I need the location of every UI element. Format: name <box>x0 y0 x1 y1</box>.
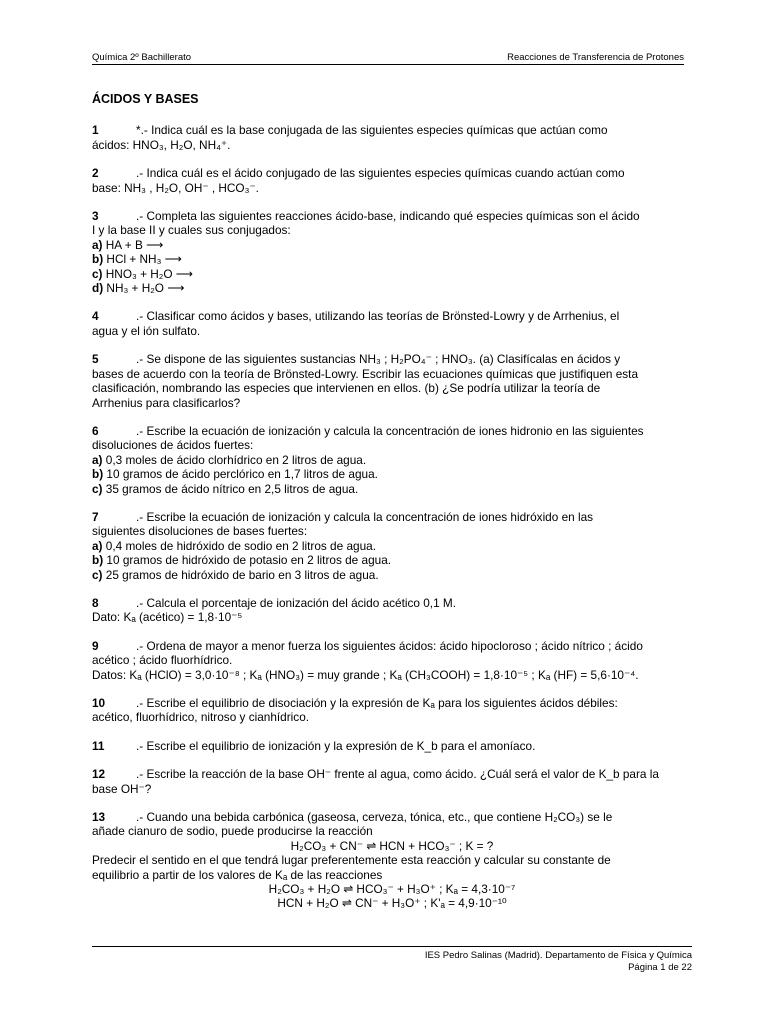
exercise-text: .- Escribe el equilibrio de ionización y la expresión de K_b para el amoníaco. <box>136 738 536 753</box>
exercise-number: 2 <box>92 166 99 181</box>
ex13-reaction: H₂CO₃ + CN⁻ ⇌ HCN + HCO₃⁻ ; K = ? <box>290 838 494 853</box>
exercise-number: 12 <box>92 767 106 782</box>
exercise-6 <box>92 424 692 496</box>
exercise-option <box>92 568 692 582</box>
exercise-text: .- Indica cuál es el ácido conjugado de las siguientes especies químicas cuando actúan como <box>136 166 625 181</box>
exercise-option <box>92 238 692 252</box>
exercise-list <box>92 123 692 838</box>
header-left: Química 2º Bachillerato <box>92 52 192 63</box>
exercise-line <box>92 696 692 710</box>
exercise-9 <box>92 639 692 682</box>
header-right: Reacciones de Transferencia de Protones <box>507 52 684 63</box>
exercise-line <box>92 209 692 223</box>
exercise-line: agua y el ión sulfato. <box>92 323 201 338</box>
exercise-5 <box>92 352 692 410</box>
exercise-4 <box>92 309 692 338</box>
exercise-line <box>92 352 692 366</box>
exercise-line: clasificación, nombrando las especies que intervienen en ellos. (b) ¿Se podría utilizar la teoría de <box>92 381 601 396</box>
exercise-line <box>92 309 692 323</box>
exercise-text: .- Cuando una bebida carbónica (gaseosa, cerveza, tónica, etc., que contiene H₂CO₃) se le <box>136 810 613 825</box>
exercise-line: acético, fluorhídrico, nitroso y cianhídrico. <box>92 710 310 725</box>
page-footer <box>425 950 692 974</box>
exercise-line <box>92 639 692 653</box>
exercise-line: bases de acuerdo con la teoría de Brönsted-Lowry. Escribir las ecuaciones químicas que justifiquen esta <box>92 366 639 381</box>
exercise-line: siguientes disoluciones de bases fuertes: <box>92 524 308 539</box>
exercise-number: 7 <box>92 509 99 524</box>
footer-line-1: IES Pedro Salinas (Madrid). Departamento de Física y Química <box>424 950 692 961</box>
option-key: a) <box>92 237 103 252</box>
exercise-line: disoluciones de ácidos fuertes: <box>92 438 254 453</box>
exercise-line <box>92 424 692 438</box>
exercise-number: 5 <box>92 352 99 367</box>
exercise-number: 1 <box>92 123 99 138</box>
exercise-text: .- Calcula el porcentaje de ionización del ácido acético 0,1 M. <box>136 595 457 610</box>
exercise-line <box>92 739 692 753</box>
exercise-13 <box>92 810 692 839</box>
exercise-line <box>92 596 692 610</box>
option-key: d) <box>92 281 104 296</box>
exercise-line: Dato: Kₐ (acético) = 1,8·10⁻⁵ <box>92 610 243 625</box>
exercise-text: .- Escribe la ecuación de ionización y calcula la concentración de iones hidronio en las siguientes <box>136 423 644 438</box>
exercise-number: 10 <box>92 696 106 710</box>
footer-line-2: Página 1 de 22 <box>628 962 692 973</box>
exercise-11 <box>92 739 692 753</box>
exercise-8 <box>92 596 692 625</box>
exercise-option <box>92 267 692 281</box>
option-text: NH₃ + H₂O ⟶ <box>106 281 185 296</box>
option-text: 0,4 moles de hidróxido de sodio en 2 litros de agua. <box>105 538 376 553</box>
option-key: a) <box>92 452 103 467</box>
option-text: HA + B ⟶ <box>105 237 164 252</box>
option-key: c) <box>92 481 103 496</box>
exercise-text: .- Clasificar como ácidos y bases, utilizando las teorías de Brönsted-Lowry y de Arrhenius, el <box>136 309 620 324</box>
exercise-line: ácidos: HNO₃, H₂O, NH₄⁺. <box>92 137 231 152</box>
footer-rule <box>92 946 692 947</box>
exercise-line: Datos: Kₐ (HClO) = 3,0·10⁻⁸ ; Kₐ (HNO₃) = muy grande ; Kₐ (CH₃COOH) = 1,8·10⁻⁵ ; Kₐ (HF) = 5,6·10⁻⁴. <box>92 667 639 682</box>
option-text: HNO₃ + H₂O ⟶ <box>105 266 193 281</box>
exercise-number: 8 <box>92 595 99 610</box>
exercise-option <box>92 467 692 481</box>
exercise-option <box>92 252 692 266</box>
ex13-equation-1: H₂CO₃ + H₂O ⇌ HCO₃⁻ + H₃O⁺ ; Kₐ = 4,3·10⁻⁷ <box>268 882 516 897</box>
exercise-text: .- Escribe la ecuación de ionización y calcula la concentración de iones hidróxido en las <box>136 509 594 524</box>
exercise-3 <box>92 209 692 295</box>
exercise-number: 6 <box>92 423 99 438</box>
option-key: b) <box>92 553 104 568</box>
header-rule <box>92 64 684 65</box>
ex13-text-1: Predecir el sentido en el que tendrá lugar preferentemente esta reacción y calcular su constante de <box>92 853 611 868</box>
exercise-line: acético ; ácido fluorhídrico. <box>92 653 233 668</box>
exercise-number: 11 <box>92 738 105 753</box>
exercise-text: .- Se dispone de las siguientes sustancias NH₃ ; H₂PO₄⁻ ; HNO₃. (a) Clasifícalas en ácidos y <box>136 352 621 367</box>
exercise-12 <box>92 767 692 796</box>
option-key: b) <box>92 467 104 482</box>
ex13-text-2: equilibrio a partir de los valores de Kₐ de las reacciones <box>92 867 383 882</box>
exercise-line: añade cianuro de sodio, puede producirse la reacción <box>92 824 373 839</box>
exercise-text: .- Completa las siguientes reacciones ácido-base, indicando qué especies químicas son el ácido <box>136 209 640 224</box>
ex13-equation-2: HCN + H₂O ⇌ CN⁻ + H₃O⁺ ; K'ₐ = 4,9·10⁻¹⁰ <box>277 896 507 911</box>
option-key: c) <box>92 266 103 281</box>
option-text: 10 gramos de hidróxido de potasio en 2 litros de agua. <box>106 553 392 568</box>
exercise-line <box>92 767 692 781</box>
exercise-line: Arrhenius para clasificarlos? <box>92 395 241 410</box>
exercise-text: .- Escribe la reacción de la base OH⁻ frente al agua, como ácido. ¿Cuál será el valor de K_b para la <box>136 767 659 782</box>
option-key: b) <box>92 252 104 267</box>
option-text: 10 gramos de ácido perclórico en 1,7 litros de agua. <box>106 467 378 482</box>
exercise-number: 9 <box>92 638 99 653</box>
exercise-option <box>92 539 692 553</box>
exercise-line <box>92 810 692 824</box>
document-body <box>92 92 692 911</box>
option-text: HCl + NH₃ ⟶ <box>106 252 182 267</box>
option-text: 25 gramos de hidróxido de bario en 3 litros de agua. <box>105 567 379 582</box>
exercise-13-extra <box>92 839 692 911</box>
exercise-1 <box>92 123 692 152</box>
exercise-2 <box>92 166 692 195</box>
exercise-number: 4 <box>92 309 99 324</box>
page-header <box>92 52 684 63</box>
exercise-option <box>92 281 692 295</box>
exercise-7 <box>92 510 692 582</box>
exercise-text: .- Ordena de mayor a menor fuerza los siguientes ácidos: ácido hipocloroso ; ácido nítrico ; ácido <box>136 638 643 653</box>
exercise-option <box>92 453 692 467</box>
exercise-option <box>92 482 692 496</box>
exercise-line: I y la base II y cuales sus conjugados: <box>92 223 291 238</box>
exercise-line <box>92 510 692 524</box>
exercise-number: 13 <box>92 810 106 825</box>
exercise-line <box>92 166 692 180</box>
exercise-option <box>92 553 692 567</box>
exercise-text: *.- Indica cuál es la base conjugada de las siguientes especies químicas que actúan como <box>136 123 608 138</box>
exercise-line: base: NH₃ , H₂O, OH⁻ , HCO₃⁻. <box>92 180 259 195</box>
option-key: a) <box>92 538 103 553</box>
exercise-line <box>92 123 692 137</box>
option-key: c) <box>92 567 103 582</box>
section-title: ÁCIDOS Y BASES <box>92 92 199 106</box>
exercise-text: .- Escribe el equilibrio de disociación y la expresión de Kₐ para los siguientes ácidos débiles: <box>136 696 618 710</box>
option-text: 35 gramos de ácido nítrico en 2,5 litros de agua. <box>105 481 359 496</box>
exercise-number: 3 <box>92 209 99 224</box>
exercise-line: base OH⁻? <box>92 781 152 796</box>
option-text: 0,3 moles de ácido clorhídrico en 2 litros de agua. <box>105 452 367 467</box>
exercise-10 <box>92 696 692 725</box>
